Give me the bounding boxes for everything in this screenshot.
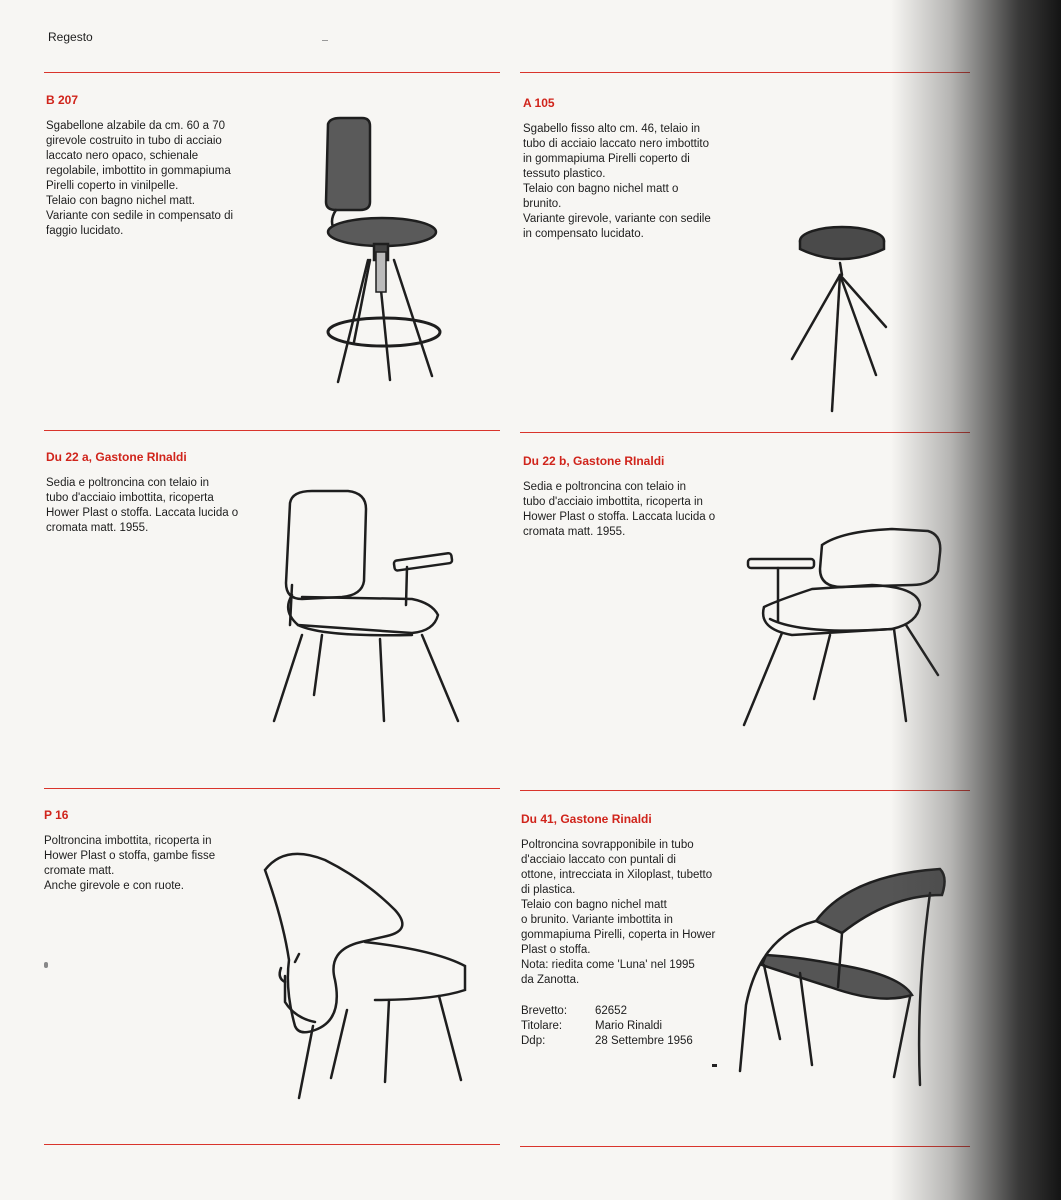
entry-code: Du 22 a, Gastone RInaldi — [46, 450, 187, 464]
drawing-p16-chair — [255, 850, 485, 1105]
patent-row — [521, 1004, 693, 1019]
entry-b207 — [46, 93, 276, 239]
patent-value: 62652 — [595, 1005, 627, 1017]
rule-bottom-right — [520, 1146, 970, 1147]
rule-top-left — [44, 72, 500, 73]
patent-value: Mario Rinaldi — [595, 1020, 663, 1032]
entry-description: Sgabello fisso alto cm. 46, telaio in tubo di acciaio laccato nero imbottito in gommapiuma Pirelli coperto di tessuto plastico. Telaio con bagno nichel matt o brunito. Variante girevole, variante con sedile in compensato lucidato. — [523, 123, 711, 240]
rule-mid-left — [44, 430, 500, 431]
rule-mid-right — [520, 432, 970, 433]
rule-low-left — [44, 788, 500, 789]
patent-label: Ddp: — [521, 1035, 546, 1047]
drawing-du41-chair — [730, 865, 955, 1095]
entry-description: Poltroncina sovrapponibile in tubo d'acciaio laccato con puntali di ottone, intrecciata in Xiloplast, tubetto di plastica. Telaio con bagno nichel matt o brunito. Variante imbottita in gommapiuma Pirelli, coperta in Hower Plast o stoffa. Nota: riedita come 'Luna' nel 1995 da Zanotta. — [521, 839, 716, 986]
rule-low-right — [520, 790, 970, 791]
entry-code: A 105 — [523, 96, 555, 110]
drawing-a105-stool — [780, 215, 900, 415]
patent-row — [521, 1034, 693, 1049]
entry-description: Sedia e poltroncina con telaio in tubo d'acciaio imbottita, ricoperta in Hower Plast o stoffa. Laccata lucida o cromata matt. 1955. — [523, 481, 716, 538]
entry-code: B 207 — [46, 93, 79, 107]
entry-description: Poltroncina imbottita, ricoperta in Hower Plast o stoffa, gambe fisse cromate matt. Anche girevole e con ruote. — [44, 835, 216, 892]
entry-description: Sedia e poltroncina con telaio in tubo d'acciaio imbottita, ricoperta Hower Plast o stoffa. Laccata lucida o cromata matt. 1955. — [46, 477, 239, 534]
drawing-b207-stool — [310, 110, 470, 390]
entry-code: Du 22 b, Gastone RInaldi — [523, 454, 665, 468]
patent-info — [521, 1004, 693, 1049]
patent-label: Titolare: — [521, 1020, 563, 1032]
entry-code: P 16 — [44, 808, 69, 822]
entry-du22b — [523, 454, 753, 540]
rule-top-right — [520, 72, 970, 73]
page-header: Regesto — [48, 30, 93, 44]
patent-value: 28 Settembre 1956 — [595, 1035, 693, 1047]
scan-speck — [712, 1064, 717, 1067]
entry-p16 — [44, 808, 274, 894]
patent-row — [521, 1019, 693, 1034]
patent-label: Brevetto: — [521, 1005, 568, 1017]
entry-du41 — [521, 812, 751, 988]
rule-bottom-left — [44, 1144, 500, 1145]
drawing-du22a-chair — [262, 485, 472, 730]
scan-speck — [44, 962, 48, 968]
entry-code: Du 41, Gastone Rinaldi — [521, 812, 652, 826]
entry-a105 — [523, 96, 753, 242]
scan-speck — [322, 40, 328, 44]
entry-du22a — [46, 450, 276, 536]
drawing-du22b-chair — [742, 525, 952, 735]
entry-description: Sgabellone alzabile da cm. 60 a 70 girevole costruito in tubo di acciaio laccato nero opaco, schienale regolabile, imbottito in gommapiuma Pirelli coperto in vinilpelle. Telaio con bagno nichel matt. Variante con sedile in compensato di faggio lucidato. — [46, 120, 234, 237]
